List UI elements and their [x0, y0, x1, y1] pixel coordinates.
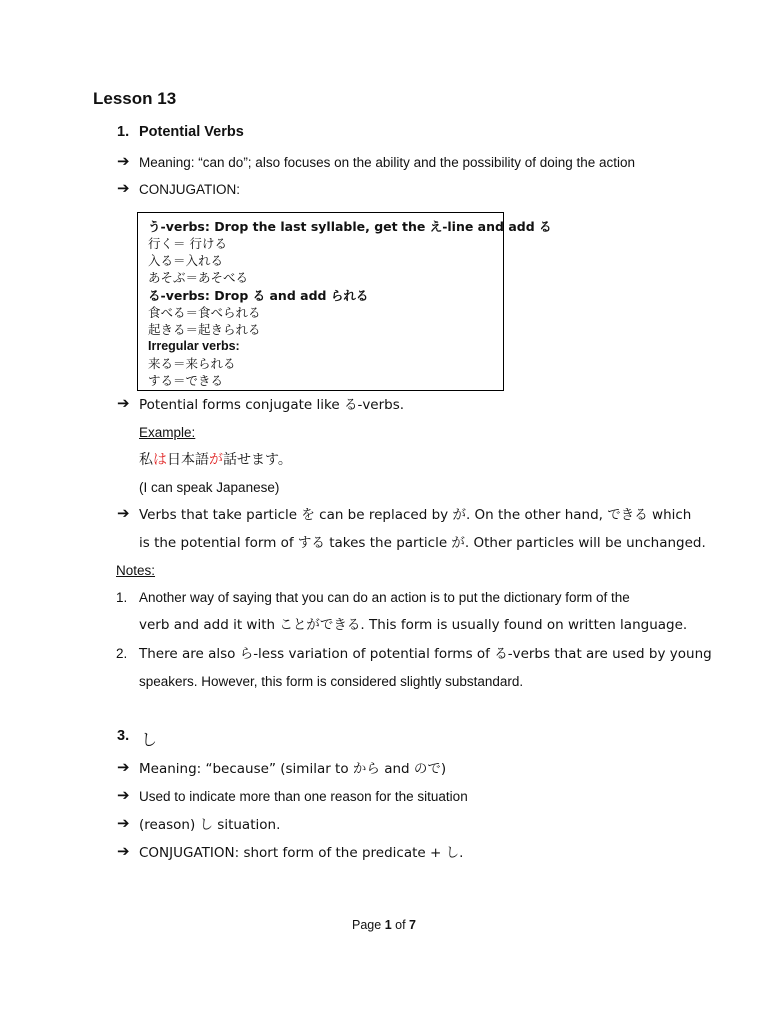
irregular-example: する＝できる — [148, 373, 224, 388]
page-footer — [0, 918, 768, 932]
bullet-text: CONJUGATION: short form of the predicate + し. — [139, 845, 464, 861]
arrow-icon: ➔ — [117, 505, 130, 522]
of-word: of — [395, 918, 406, 932]
meaning-text: Meaning: “can do”; also focuses on the ability and the possibility of doing the action — [139, 155, 636, 170]
example-part: 私 — [139, 452, 153, 468]
arrow-icon: ➔ — [117, 787, 130, 804]
arrow-icon: ➔ — [117, 843, 130, 860]
note-number: 2. — [116, 646, 128, 661]
particle-text-line: Verbs that take particle を can be replaced by が. On the other hand, できる which — [139, 507, 692, 523]
page-current: 1 — [384, 918, 392, 932]
u-verb-example: 行く＝ 行ける — [148, 236, 227, 251]
bullet-text: (reason) し situation. — [139, 817, 281, 833]
arrow-icon: ➔ — [117, 395, 130, 412]
page-word: Page — [352, 918, 382, 932]
potential-forms-text: Potential forms conjugate like る-verbs. — [139, 397, 405, 413]
example-translation: (I can speak Japanese) — [139, 480, 280, 495]
particle-ga: が — [209, 452, 223, 468]
example-part: 話せます。 — [223, 452, 292, 468]
note-line: speakers. However, this form is considered slightly substandard. — [139, 674, 524, 689]
example-label: Example: — [139, 425, 196, 440]
u-verb-example: 入る＝入れる — [148, 253, 224, 268]
conjugation-box — [137, 212, 552, 391]
section-number: 3. — [117, 728, 130, 744]
note-number: 1. — [116, 590, 128, 605]
section-title: し — [141, 730, 158, 749]
example-sentence — [139, 451, 292, 469]
arrow-icon: ➔ — [117, 180, 130, 197]
u-verbs-header: う-verbs: Drop the last syllable, get the え-line and add る — [148, 219, 552, 234]
irregular-header: Irregular verbs: — [148, 339, 240, 353]
note-line: There are also ら-less variation of potential forms of る-verbs that are used by young — [139, 646, 712, 662]
irregular-example: 来る＝来られる — [148, 356, 236, 371]
arrow-icon: ➔ — [117, 759, 130, 776]
bullet-text: Meaning: “because” (similar to から and ので) — [139, 761, 447, 777]
section-title: Potential Verbs — [139, 124, 244, 140]
arrow-icon: ➔ — [117, 153, 130, 170]
example-part: 日本語 — [167, 452, 209, 468]
notes-label: Notes: — [116, 563, 156, 578]
bullet-text: Used to indicate more than one reason for the situation — [139, 789, 468, 804]
arrow-icon: ➔ — [117, 815, 130, 832]
conjugation-label: CONJUGATION: — [139, 182, 240, 197]
section-number: 1. — [117, 124, 130, 140]
ru-verbs-header: る-verbs: Drop る and add られる — [148, 288, 369, 303]
u-verb-example: あそぶ＝あそべる — [148, 270, 249, 285]
particle-wa: は — [153, 452, 167, 468]
note-line: Another way of saying that you can do an action is to put the dictionary form of the — [139, 590, 630, 605]
particle-text-line: is the potential form of する takes the particle が. Other particles will be unchanged. — [139, 535, 706, 551]
ru-verb-example: 食べる＝食べられる — [148, 305, 261, 320]
note-line: verb and add it with ことができる. This form is usually found on written language. — [139, 617, 688, 633]
ru-verb-example: 起きる＝起きられる — [148, 322, 261, 337]
page-title: Lesson 13 — [93, 89, 177, 108]
page-total: 7 — [409, 918, 416, 932]
